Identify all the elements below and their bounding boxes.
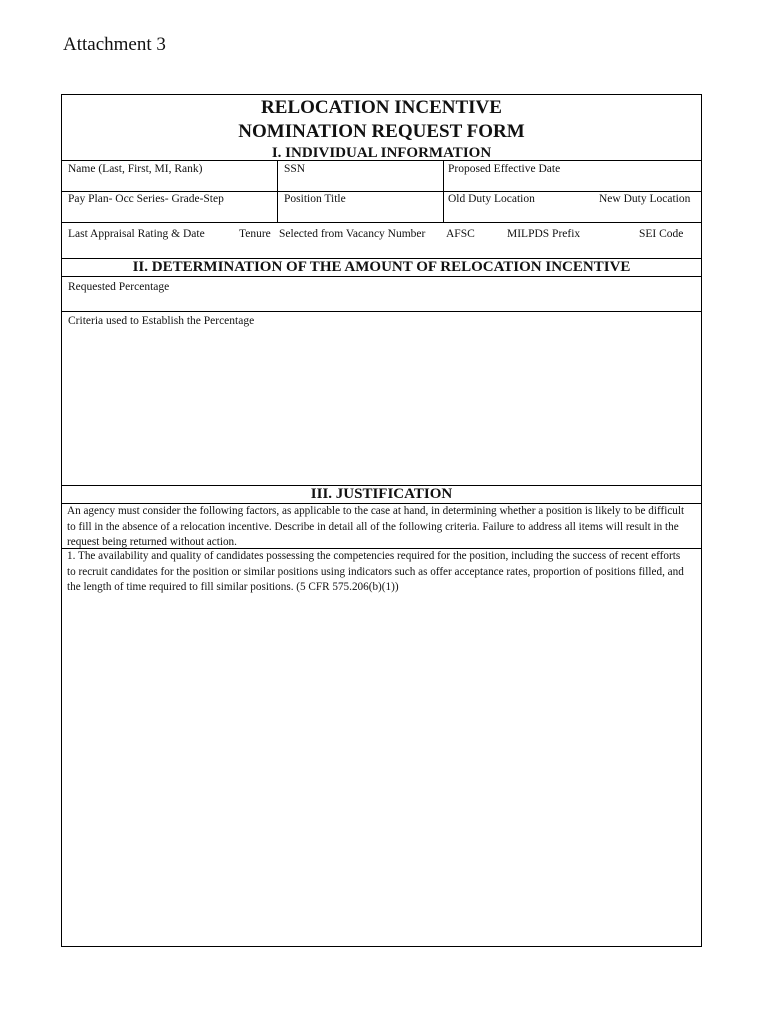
form-title-line1: RELOCATION INCENTIVE [261,97,502,118]
sei-code-field-label: SEI Code [639,228,684,240]
ssn-field-label: SSN [284,163,306,175]
criteria-field-label: Criteria used to Establish the Percentage [68,315,255,327]
justification-intro: An agency must consider the following factors, as applicable to the case at hand, in determining whether a position is likely to be difficult to fill in the absence of a relocation incentive. Describe in detail all of the following criteria. Failure to address all items will result in the request being returned without action. [67,505,685,548]
form-title-line2: NOMINATION REQUEST FORM [238,121,525,142]
name-field-label: Name (Last, First, MI, Rank) [68,163,203,175]
relocation-incentive-form [61,94,702,947]
attachment-label: Attachment 3 [63,34,166,55]
tenure-field-label: Tenure [239,228,271,240]
divider [62,191,701,192]
pay-plan-field-label: Pay Plan- Occ Series- Grade-Step [68,193,224,205]
effective-date-field-label: Proposed Effective Date [448,163,561,175]
divider [443,160,444,222]
justification-item-1: 1. The availability and quality of candidates possessing the competencies required for the position, including the success of recent efforts to recruit candidates for the position or similar positions using indicators such as offer acceptance rates, proportion of positions filled, and the length of time required to fill similar positions. (5 CFR 575.206(b)(1)) [67,550,684,593]
vacancy-number-field-label: Selected from Vacancy Number [279,228,426,240]
appraisal-field-label: Last Appraisal Rating & Date [68,228,205,240]
milpds-prefix-field-label: MILPDS Prefix [507,228,581,240]
divider [277,160,278,222]
position-title-field-label: Position Title [284,193,346,205]
section1-title: I. INDIVIDUAL INFORMATION [271,145,492,161]
new-duty-location-field-label: New Duty Location [599,193,691,205]
divider [62,160,701,161]
divider [62,311,701,312]
divider [62,276,701,277]
divider [62,222,701,223]
section3-title: III. JUSTIFICATION [310,486,453,502]
afsc-field-label: AFSC [446,228,475,240]
section2-title: II. DETERMINATION OF THE AMOUNT OF RELOCATION INCENTIVE [132,259,631,275]
requested-percentage-field-label: Requested Percentage [68,281,170,293]
old-duty-location-field-label: Old Duty Location [448,193,535,205]
